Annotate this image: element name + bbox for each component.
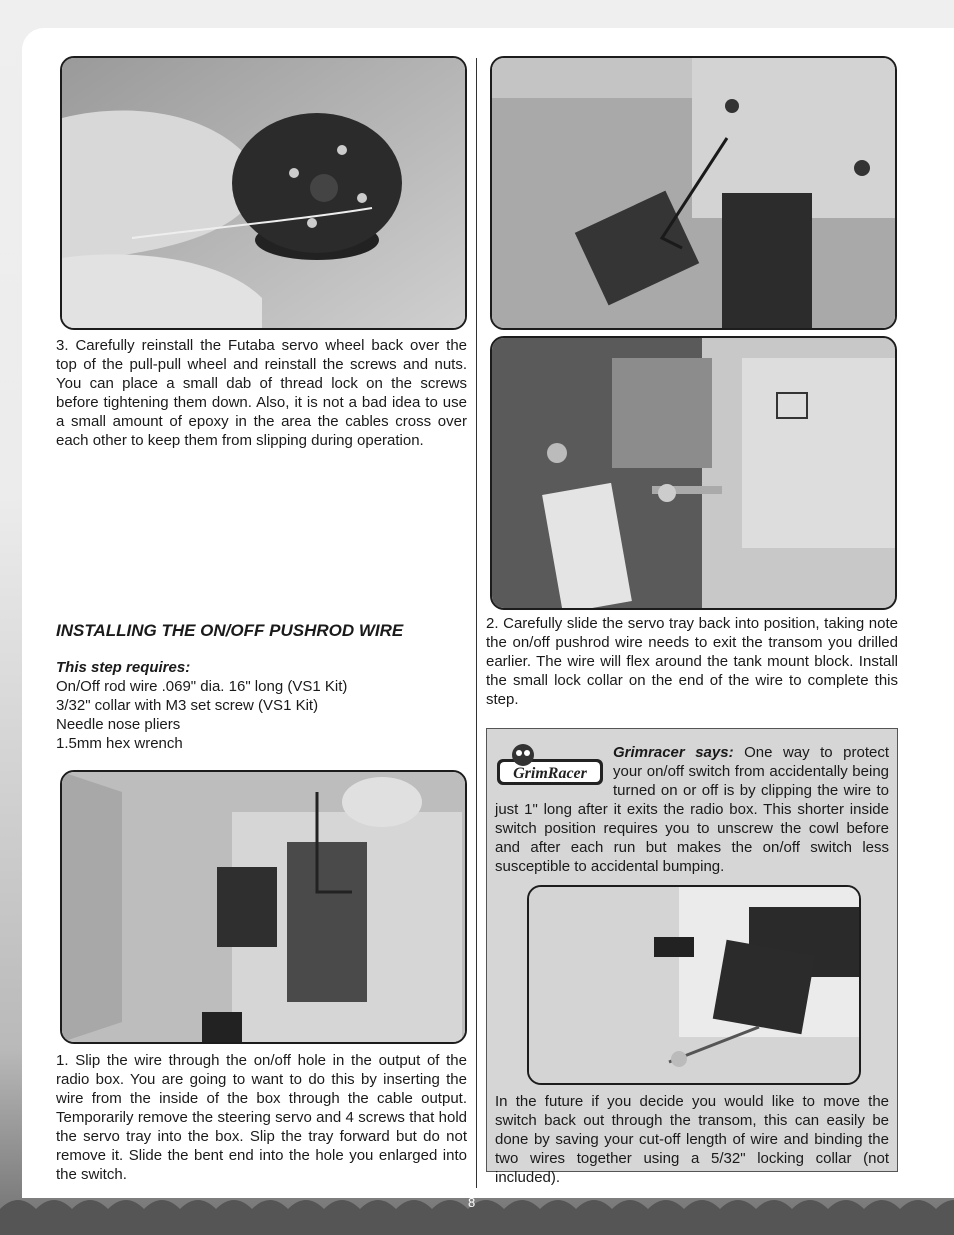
requirement-item: Needle nose pliers xyxy=(56,716,181,733)
bottom-wave-border xyxy=(0,1187,954,1235)
step-2-paragraph: 2. Carefully slide the servo tray back into position, taking note the on/off pushrod wire needs to exit the transom you drilled earlier. The wire will flex around the tank mount block. Install the small lock collar on the end of the wire to complete this step. xyxy=(486,615,898,708)
step-1-text xyxy=(56,1051,467,1184)
photo-servo-wheel xyxy=(60,56,467,330)
column-divider xyxy=(476,58,477,1188)
requirements-block xyxy=(56,658,467,753)
section-heading: INSTALLING THE ON/OFF PUSHROD WIRE xyxy=(56,621,404,640)
tip-future-text xyxy=(495,1092,889,1187)
tip-text xyxy=(495,743,889,876)
photo-wire-in-box xyxy=(490,56,897,330)
requirements-title: This step requires: xyxy=(56,659,191,676)
requirement-item: 1.5mm hex wrench xyxy=(56,735,183,752)
requirement-item: On/Off rod wire .069" dia. 16" long (VS1 Kit) xyxy=(56,678,348,695)
tip-paragraph xyxy=(495,743,889,876)
photo-servo-tray-wire xyxy=(60,770,467,1044)
step-1-paragraph: 1. Slip the wire through the on/off hole in the output of the radio box. You are going to want to do this by inserting the wire from the inside of the box through the cable output. Temporarily remove the steering servo and 4 screws that hold the servo tray into the box. Slip the tray forward but do not remove it. Slide the bent end into the hole you enlarged into the switch. xyxy=(56,1052,467,1183)
tip-future-paragraph: In the future if you decide you would like to move the switch back out through the transom, this can easily be done by saving your cut-off length of wire and binding the two wires together using a 5/32" locking collar (not included). xyxy=(495,1093,889,1186)
logo-float-spacer xyxy=(495,743,613,787)
step-3-paragraph: 3. Carefully reinstall the Futaba servo wheel back over the top of the pull-pull wheel and reinstall the screws and nuts. You can place a small dab of thread lock on the screws before tightening them down. Also, it is not a bad idea to use a small amount of epoxy in the area the cables cross over each other to keep them from slipping during operation. xyxy=(56,337,467,449)
grimracer-tip-box xyxy=(486,728,898,1186)
photo-switch-transom xyxy=(527,885,861,1085)
step-3-text xyxy=(56,336,467,450)
page-number: 8 xyxy=(468,1195,476,1210)
tip-body: One way to protect your on/off switch from accidentally being turned on or off is by clipping the wire to just 1" long after it exits the radio box. This shorter inside switch position requires you to unscrew the cowl before and after each run but makes the on/off switch less susceptible to accidental bumping. xyxy=(495,744,889,875)
svg-text:GrimRacer: GrimRacer xyxy=(513,765,587,782)
photo-lock-collar xyxy=(490,336,897,610)
step-2-text xyxy=(486,614,898,709)
requirement-item: 3/32" collar with M3 set screw (VS1 Kit) xyxy=(56,697,319,714)
grimracer-says-label: Grimracer says: xyxy=(613,744,734,761)
